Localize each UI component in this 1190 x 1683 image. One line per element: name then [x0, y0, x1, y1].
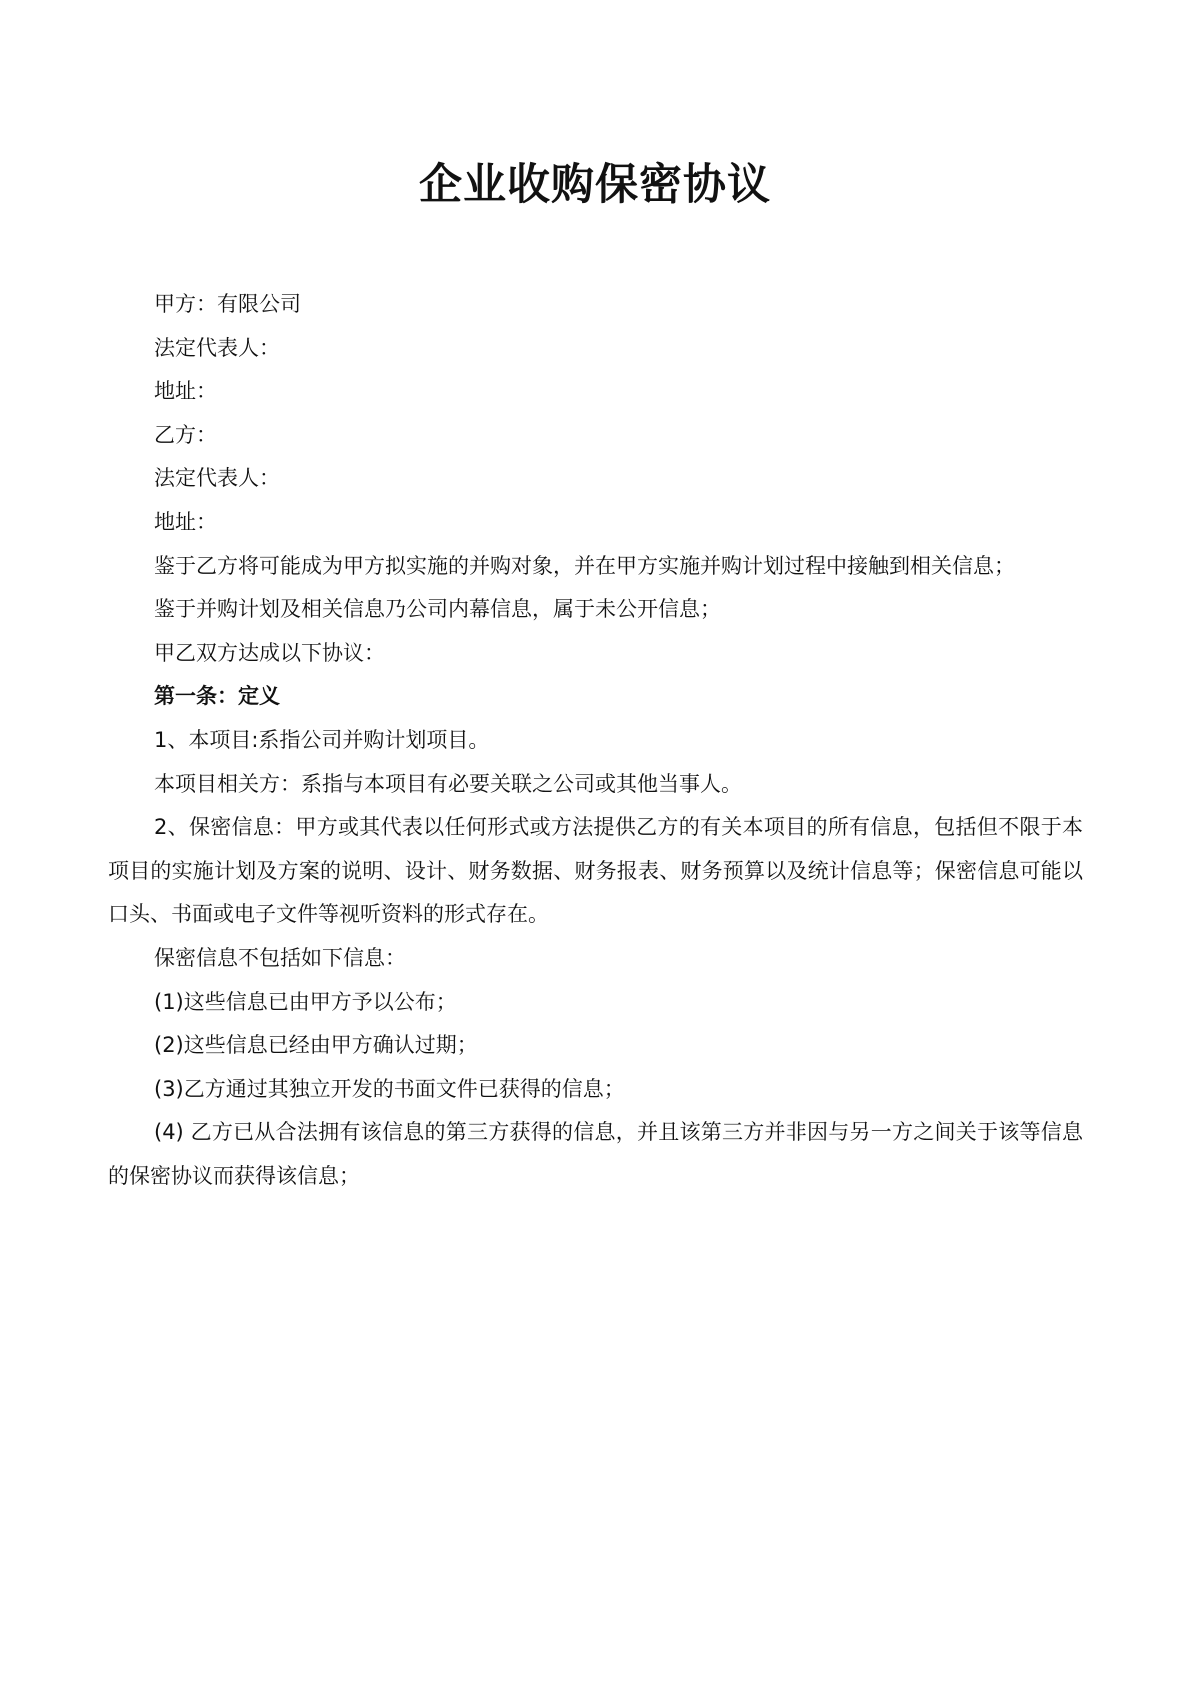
party-a: 甲方：有限公司	[154, 292, 301, 316]
party-b: 乙方：	[154, 422, 217, 447]
exclusion-4: (4) 乙方已从合法拥有该信息的第三方获得的信息，并且该第三方并非因与另一方之间关于该等信息的保密协议而获得该信息；	[108, 1120, 1083, 1188]
article-1-heading: 第一条：定义	[154, 684, 280, 709]
definition-1b: 本项目相关方：系指与本项目有必要关联之公司或其他当事人。	[154, 771, 742, 796]
exclusions-intro: 保密信息不包括如下信息：	[154, 945, 406, 970]
document-title: 企业收购保密协议	[419, 160, 771, 210]
agreement-intro: 甲乙双方达成以下协议：	[154, 640, 385, 665]
recital-1: 鉴于乙方将可能成为甲方拟实施的并购对象，并在甲方实施并购计划过程中接触到相关信息；	[154, 553, 1015, 578]
document-body	[108, 283, 1083, 1198]
exclusion-3: (3)乙方通过其独立开发的书面文件已获得的信息；	[154, 1076, 625, 1101]
party-b-representative: 法定代表人：	[154, 466, 280, 491]
party-a-address: 地址：	[154, 379, 217, 404]
exclusion-1: (1)这些信息已由甲方予以公布；	[154, 989, 457, 1014]
party-a-representative: 法定代表人：	[154, 335, 280, 360]
definition-2: 2、保密信息：甲方或其代表以任何形式或方法提供乙方的有关本项目的所有信息，包括但不限于本项目的实施计划及方案的说明、设计、财务数据、财务报表、财务预算以及统计信息等；保密信息可能以口头、书面或电子文件等视听资料的形式存在。	[108, 815, 1083, 927]
party-b-address: 地址：	[154, 509, 217, 534]
recital-2: 鉴于并购计划及相关信息乃公司内幕信息，属于未公开信息；	[154, 597, 721, 622]
exclusion-2: (2)这些信息已经由甲方确认过期；	[154, 1033, 478, 1058]
definition-1: 1、本项目:系指公司并购计划项目。	[154, 727, 490, 752]
